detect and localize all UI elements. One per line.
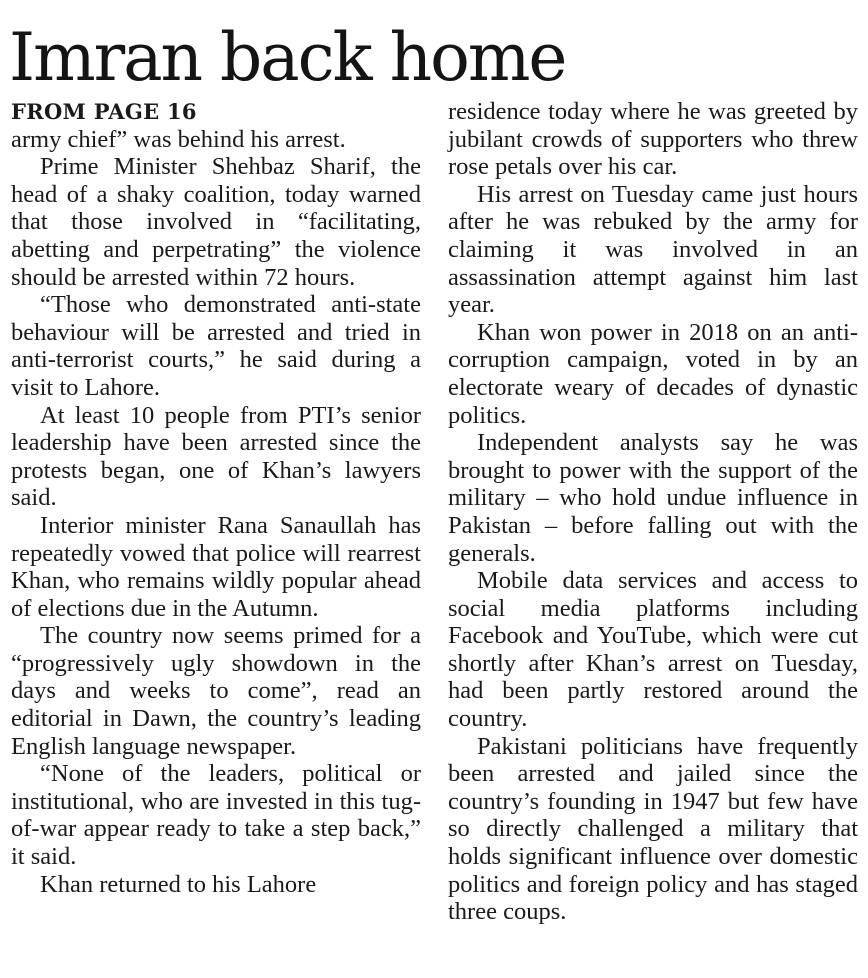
article-paragraph: Pakistani politicians have frequently been arrested and jailed since the country’s founding in 1947 but few have so directly challenged a military that holds significant influence over domestic politics and foreign policy and has staged three coups. [448,732,858,926]
article-column-right [448,98,858,926]
article-paragraph: Khan won power in 2018 on an anti-corruption campaign, voted in by an electorate weary of decades of dynastic politics. [448,318,858,429]
article-column-left [11,98,421,898]
article-paragraph: The country now seems primed for a “progressively ugly showdown in the days and weeks to come”, read an editorial in Dawn, the country’s leading English language newspaper. [11,622,421,760]
article-paragraph: Khan returned to his Lahore [40,870,317,898]
article-headline: Imran back home [9,19,566,96]
continued-from-label: FROM PAGE 16 [11,99,197,124]
article-paragraph: army chief” was behind his arrest. [11,125,346,153]
article-paragraph: His arrest on Tuesday came just hours after he was rebuked by the army for claiming it was involved in an assassination attempt against him last year. [448,180,858,319]
article-paragraph: Mobile data services and access to social media platforms including Facebook and YouTube, which were cut shortly after Khan’s arrest on Tuesday, had been partly restored around the country. [448,567,858,733]
article-paragraph: “None of the leaders, political or institutional, who are invested in this tug-of-war appear ready to take a step back,” it said. [11,760,421,871]
article-paragraph: residence today where he was greeted by jubilant crowds of supporters who threw rose petals over his car. [448,98,858,181]
article-paragraph: Independent analysts say he was brought to power with the support of the military – who hold undue influence in Pakistan – before falling out with the generals. [448,429,858,567]
article-paragraph: Prime Minister Shehbaz Sharif, the head of a shaky coalition, today warned that those involved in “facilitating, abetting and perpetrating” the violence should be arrested within 72 hours. [11,153,421,291]
article-paragraph: “Those who demonstrated anti-state behaviour will be arrested and tried in anti-terrorist courts,” he said during a visit to Lahore. [11,291,421,401]
article-paragraph: Interior minister Rana Sanaullah has repeatedly vowed that police will rearrest Khan, who remains wildly popular ahead of elections due in the Autumn. [11,511,421,622]
article-paragraph: At least 10 people from PTI’s senior leadership have been arrested since the protests began, one of Khan’s lawyers said. [11,401,421,512]
